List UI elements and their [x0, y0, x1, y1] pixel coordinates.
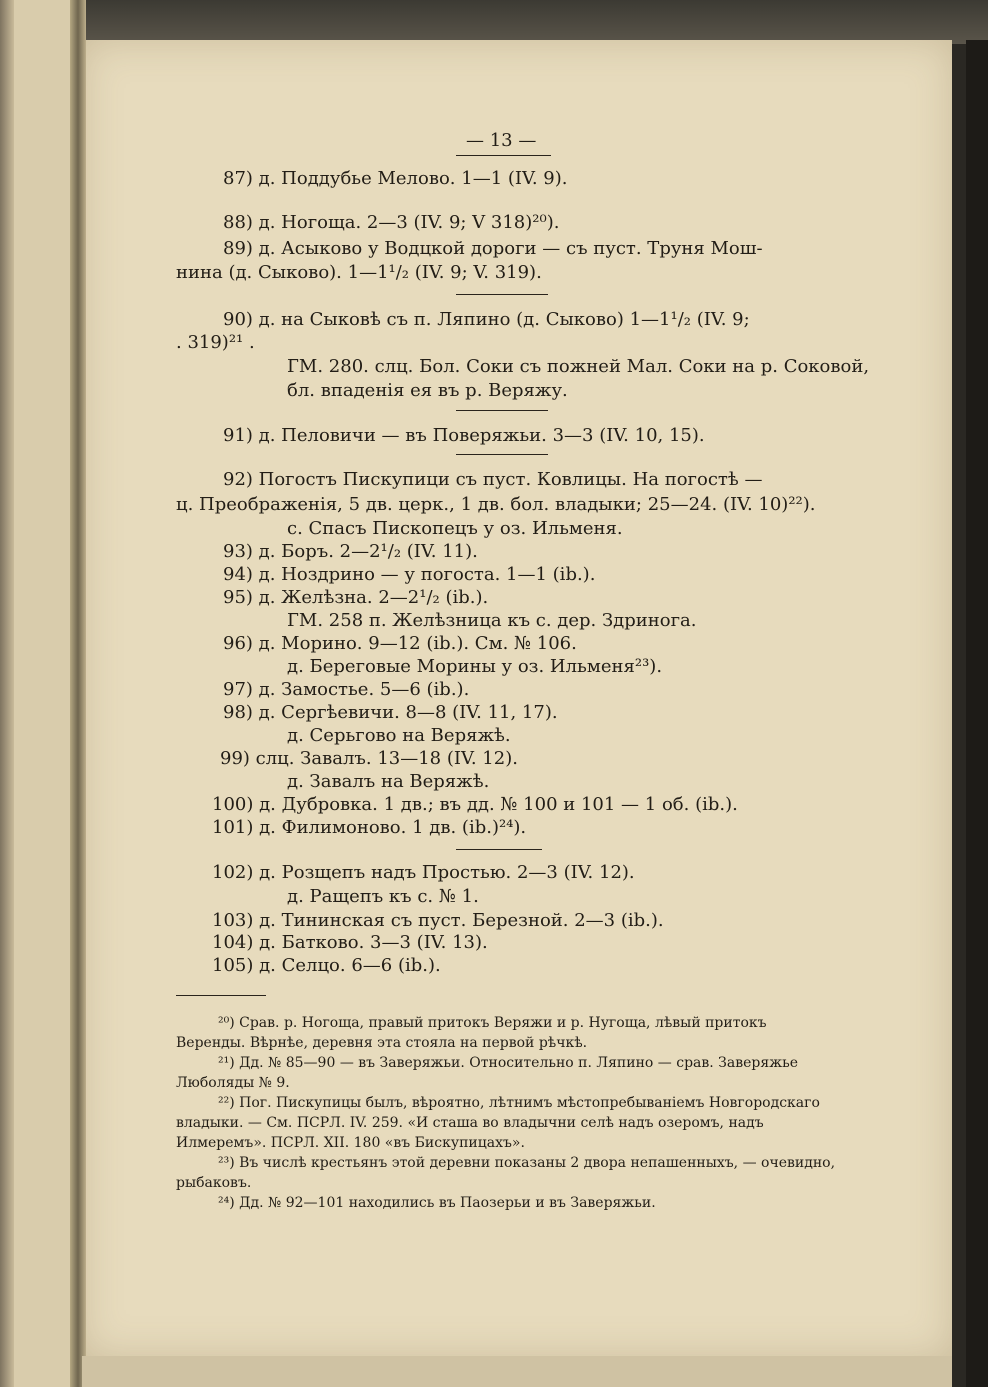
footnote-23-line1: ²³) Въ числѣ крестьянъ этой деревни показаны 2 двора непашенныхъ, — очевидно,: [218, 1155, 836, 1171]
entry-92-note: с. Спасъ Пископецъ у оз. Ильменя.: [287, 518, 623, 539]
entry-103: 103) д. Тининская съ пуст. Березной. 2—3 (ib.).: [212, 910, 664, 931]
footnote-20-line2: Веренды. Вѣрнѣе, деревня эта стояла на первой рѣчкѣ.: [176, 1035, 588, 1051]
entry-96: 96) д. Морино. 9—12 (ib.). См. № 106.: [223, 633, 577, 654]
entry-90-line1: 90) д. на Сыковѣ съ п. Ляпино (д. Сыково) 1—1¹/₂ (IV. 9;: [223, 309, 750, 330]
entry-94: 94) д. Ноздрино — у погоста. 1—1 (ib.).: [223, 564, 596, 585]
left-page-shadow: [0, 0, 14, 1387]
entry-91: 91) д. Пеловичи — въ Поверяжьи. 3—3 (IV. 10, 15).: [223, 425, 705, 446]
entry-102: 102) д. Розщепъ надъ Простью. 2—3 (IV. 12).: [212, 862, 635, 883]
footnote-23-line2: рыбаковъ.: [176, 1175, 252, 1191]
entry-97: 97) д. Замостье. 5—6 (ib.).: [223, 679, 470, 700]
entry-104: 104) д. Батково. 3—3 (IV. 13).: [212, 932, 488, 953]
footnote-24: ²⁴) Дд. № 92—101 находились въ Паозерьи и въ Заверяжьи.: [218, 1195, 656, 1211]
book-cover-right: [966, 40, 988, 1387]
footnote-rule: [176, 995, 266, 996]
section-rule: [456, 849, 542, 850]
footnote-22-line1: ²²) Пог. Пискупицы былъ, вѣроятно, лѣтнимъ мѣстопребываніемъ Новгородскаго: [218, 1095, 820, 1111]
entry-93: 93) д. Боръ. 2—2¹/₂ (IV. 11).: [223, 541, 478, 562]
entry-98: 98) д. Сергѣевичи. 8—8 (IV. 11, 17).: [223, 702, 558, 723]
entry-92-line1: 92) Погостъ Пискупици съ пуст. Ковлицы. На погостѣ —: [223, 469, 763, 490]
entry-92-line2: ц. Преображенія, 5 дв. церк., 1 дв. бол. владыки; 25—24. (IV. 10)²²).: [176, 494, 816, 515]
entry-95-note: ГМ. 258 п. Желѣзница къ с. дер. Здринога.: [287, 610, 697, 631]
footnote-21-line1: ²¹) Дд. № 85—90 — въ Заверяжьи. Относительно п. Ляпино — срав. Заверяжье: [218, 1055, 798, 1071]
footnote-22-line3: Илмеремъ». ПСРЛ. XII. 180 «въ Бискупицахъ».: [176, 1135, 525, 1151]
entry-105: 105) д. Селцо. 6—6 (ib.).: [212, 955, 441, 976]
entry-99-note: д. Завалъ на Веряжѣ.: [287, 771, 490, 792]
entry-90-note2: бл. впаденія ея въ р. Веряжу.: [287, 380, 568, 401]
page-bottom-edge: [82, 1356, 952, 1387]
entry-96-note: д. Береговые Морины у оз. Ильменя²³).: [287, 656, 663, 677]
book-gutter: [70, 0, 86, 1387]
entry-88: 88) д. Ногоща. 2—3 (IV. 9; V 318)²⁰).: [223, 212, 560, 233]
section-rule: [456, 410, 548, 411]
entry-102-note: д. Ращепъ къ с. № 1.: [287, 886, 479, 907]
entry-99: 99) слц. Завалъ. 13—18 (IV. 12).: [220, 748, 518, 769]
entry-101: 101) д. Филимоново. 1 дв. (ib.)²⁴).: [212, 817, 527, 838]
section-rule: [456, 454, 548, 455]
entry-89-line1: 89) д. Асыково у Водцкой дороги — съ пуст. Труня Мош-: [223, 238, 763, 259]
book-cover-top: [0, 0, 988, 44]
entry-90-line2: . 319)²¹ .: [176, 332, 255, 353]
footnote-20-line1: ²⁰) Срав. р. Ногоща, правый притокъ Веряжи и р. Нугоща, лѣвый притокъ: [218, 1015, 767, 1031]
header-rule: [456, 155, 551, 156]
footnote-22-line2: владыки. — См. ПСРЛ. IV. 259. «И сташа во владычни селѣ надъ озеромъ, надъ: [176, 1115, 764, 1131]
entry-100: 100) д. Дубровка. 1 дв.; въ дд. № 100 и 101 — 1 об. (ib.).: [212, 794, 738, 815]
entry-87: 87) д. Поддубье Мелово. 1—1 (IV. 9).: [223, 168, 568, 189]
footnote-21-line2: Люболяды № 9.: [176, 1075, 290, 1091]
section-rule: [456, 294, 548, 295]
entry-90-note1: ГМ. 280. слц. Бол. Соки съ пожней Мал. Соки на р. Соковой,: [287, 356, 870, 377]
entry-98-note: д. Серьгово на Веряжѣ.: [287, 725, 511, 746]
page-number: — 13 —: [466, 130, 537, 151]
entry-95: 95) д. Желѣзна. 2—2¹/₂ (ib.).: [223, 587, 489, 608]
entry-89-line2: нина (д. Сыково). 1—1¹/₂ (IV. 9; V. 319).: [176, 262, 542, 283]
